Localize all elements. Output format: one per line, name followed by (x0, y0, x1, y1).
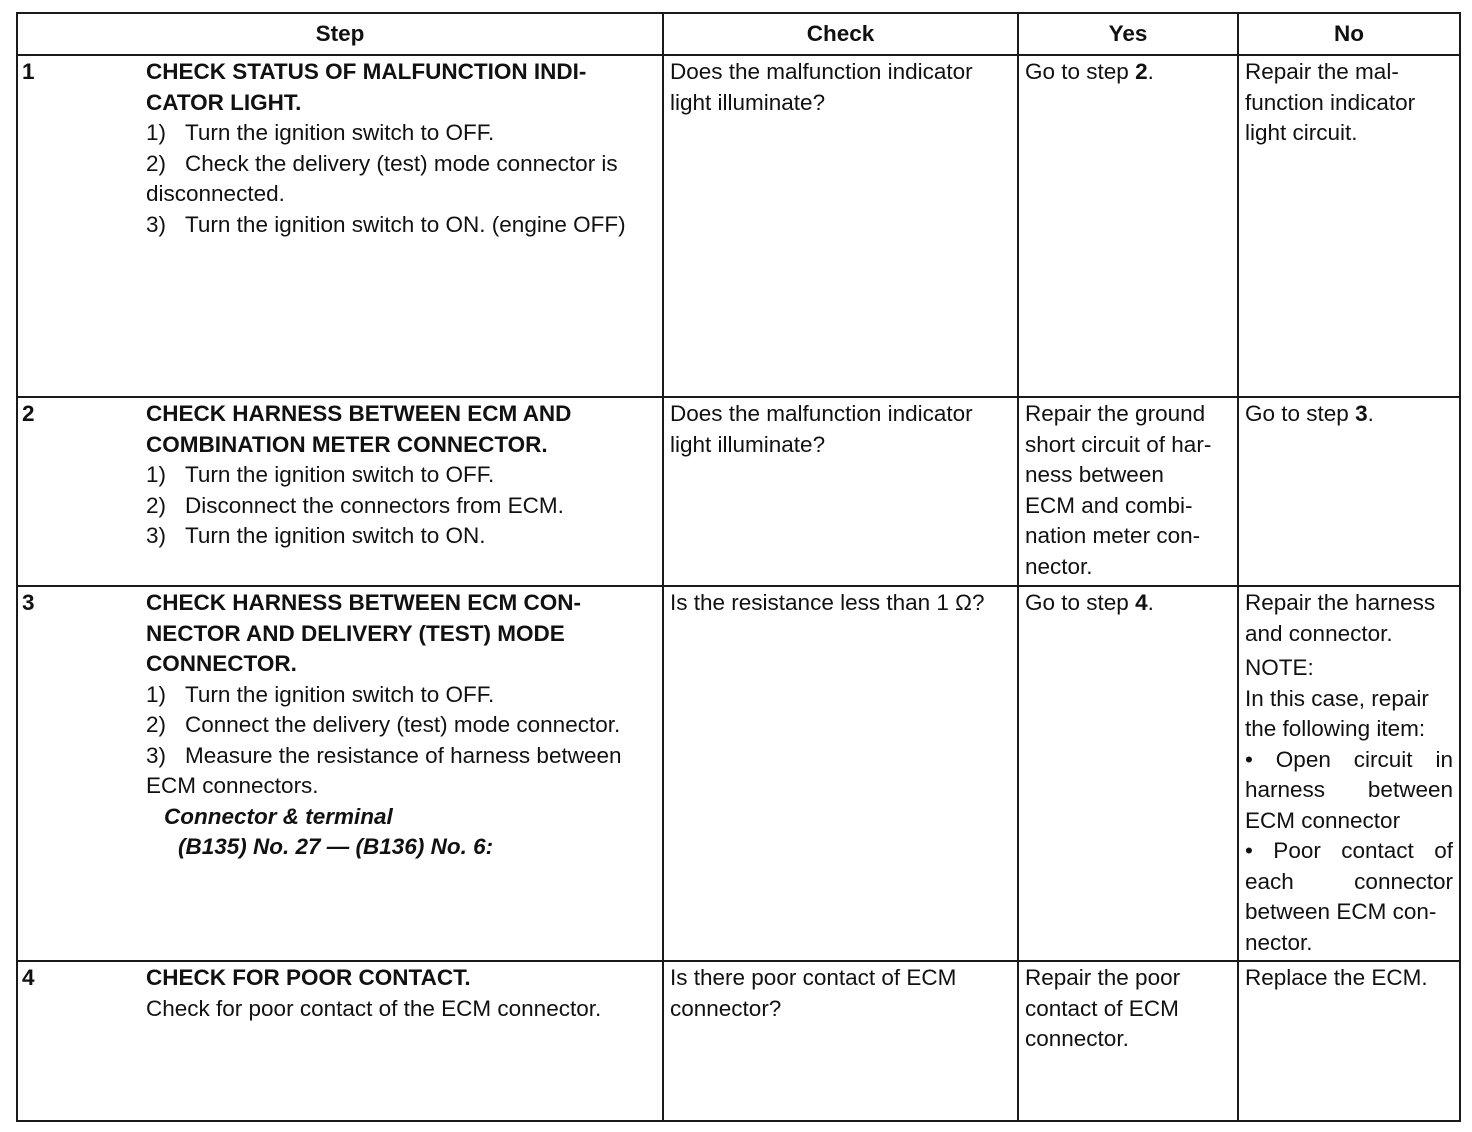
no-cell: Repair the mal- function indicator light circuit. (1238, 55, 1460, 397)
substep: 2) Check the delivery (test) mode connector is (146, 150, 618, 176)
substep: 2) Disconnect the connectors from ECM. (146, 492, 564, 518)
check-cell: Does the malfunction indicator light illuminate? (663, 397, 1018, 586)
yes-cell: Go to step 2. (1018, 55, 1238, 397)
step-text: Check for poor contact of the ECM connector. (146, 995, 602, 1021)
spec-label: Connector & terminal (164, 803, 393, 829)
yes-cell: Repair the poor contact of ECM connector. (1018, 961, 1238, 1121)
step-title (146, 57, 626, 118)
step-title: CHECK HARNESS BETWEEN ECM CON- NECTOR AND DELIVERY (TEST) MODE CONNECTOR. (146, 590, 582, 676)
check-cell: Is the resistance less than 1 Ω? (663, 586, 1018, 961)
yes-cell: Go to step 4. (1018, 586, 1238, 961)
spec-value: (B135) No. 27 — (B136) No. 6: (178, 834, 494, 859)
header-check: Check (663, 13, 1018, 55)
table-row (17, 961, 1460, 1121)
note-label: NOTE: (1245, 655, 1314, 680)
header-step: Step (17, 13, 663, 55)
substep-continuation: disconnected. (146, 181, 285, 206)
header-row (17, 13, 1460, 55)
step-number: 1 (22, 59, 35, 84)
substep: 3) Turn the ignition switch to ON. (146, 523, 486, 548)
substep: 1) Turn the ignition switch to OFF. (146, 462, 495, 487)
bullet-item: • Poor contact of (1245, 838, 1453, 863)
step-cell (17, 961, 663, 1121)
substep: 3) Turn the ignition switch to ON. (engine OFF) (146, 211, 626, 237)
yes-cell: Repair the ground short circuit of har- ness between ECM and combi- nation meter con- nector. (1018, 397, 1238, 586)
step-cell (17, 397, 663, 586)
check-cell: Does the malfunction indicator light illuminate? (663, 55, 1018, 397)
step-title-line: CHECK STATUS OF MALFUNCTION INDI- (146, 59, 587, 84)
substep: 3) Measure the resistance of harness between (146, 742, 622, 768)
substep: 1) Turn the ignition switch to OFF. (146, 681, 495, 707)
step-number: 3 (22, 590, 35, 615)
step-cell (17, 55, 663, 397)
substep: 1) Turn the ignition switch to OFF. (146, 120, 495, 145)
no-cell: Replace the ECM. (1238, 961, 1460, 1121)
step-title: CHECK FOR POOR CONTACT. (146, 965, 471, 990)
table-row (17, 55, 1460, 397)
step-number: 4 (22, 965, 35, 990)
substep: 2) Connect the delivery (test) mode connector. (146, 712, 621, 737)
no-cell: Repair the harness and connector. NOTE: In this case, repair the following item: • Open circuit in harness between ECM connector • Poor contact of each connector between ECM con- nector. (1238, 586, 1460, 961)
table-row (17, 397, 1460, 586)
step-title-line: CATOR LIGHT. (146, 89, 302, 115)
step-cell (17, 586, 663, 961)
diagnostic-table (16, 12, 1461, 1122)
check-cell: Is there poor contact of ECM connector? (663, 961, 1018, 1121)
step-title: CHECK HARNESS BETWEEN ECM AND COMBINATION METER CONNECTOR. (146, 401, 572, 457)
table-row (17, 586, 1460, 961)
bullet-item: • Open circuit in (1245, 746, 1453, 772)
no-cell: Go to step 3. (1238, 397, 1460, 586)
header-no: No (1238, 13, 1460, 55)
substep-continuation: ECM connectors. (146, 773, 319, 798)
step-number: 2 (22, 401, 35, 426)
header-yes: Yes (1018, 13, 1238, 55)
